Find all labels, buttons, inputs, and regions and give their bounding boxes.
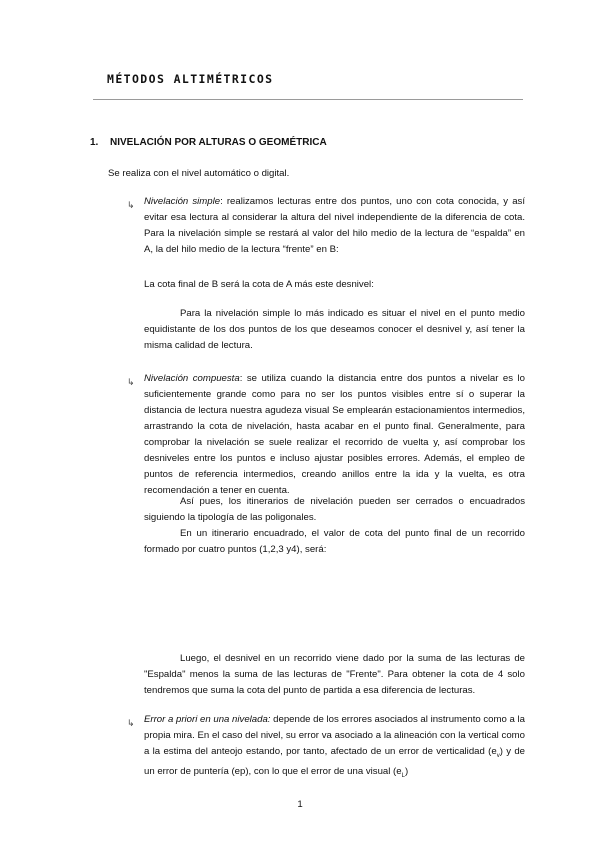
error-a-priori-text-a: depende de los errores asociados al instrumento como a la propia mira. En el caso del nivel, su error va asociado a la alineación con la vertical como a la estima del anteojo estando, por tanto, afectado de un error de verticalidad (e — [144, 714, 525, 757]
itinerarios-paragraph: Así pues, los itinerarios de nivelación pueden ser cerrados o encuadrados siguiendo la tipología de las poligonales. — [144, 496, 525, 523]
nivelacion-compuesta-paragraph — [144, 371, 525, 499]
error-a-priori-paragraph — [144, 712, 525, 784]
error-a-priori-text-c: ) — [404, 765, 409, 777]
nivelacion-compuesta-term: Nivelación compuesta — [144, 373, 240, 384]
bullet-arrow-icon: ↳ — [127, 377, 135, 387]
nivelacion-simple-text: : realizamos lecturas entre dos puntos, uno con cota conocida, y así evitar esa lectura al considerar la altura del nivel independiente de la diferencia de cota. Para la nivelación simple se restará al valor del hilo medio de la lectura de “espalda” en A, la del hilo medio de la lectura “frente” en B: — [144, 196, 525, 255]
nivelacion-simple-paragraph — [144, 194, 525, 258]
recomendacion-paragraph: Para la nivelación simple lo más indicado es situar el nivel en el punto medio equidistante de los dos puntos de los que deseamos conocer el desnivel y, así tener la misma calidad de lectura. — [144, 308, 525, 351]
subscript-l: L — [401, 772, 405, 779]
section-heading — [90, 137, 327, 148]
intro-paragraph: Se realiza con el nivel automático o digital. — [108, 168, 290, 179]
nivelacion-compuesta-text: : se utiliza cuando la distancia entre dos puntos a nivelar es lo suficientemente grande como para no ser los puntos visibles entre sí o superar la distancia de lectura nuestra agudeza visual Se emplearán estacionamientos intermedios, arrastrando la cota de nivelación, hasta acabar en el punto final. Generalmente, para comprobar la nivelación se suele realizar el recorrido de vuelta y, así comprobar los desniveles entre los puntos e incluso ajustar posibles errores. Además, el empleo de puntos de referencia intermedios, creando anillos entre la ida y la vuelta, es otra recomendación a tener en cuenta. — [144, 373, 525, 496]
header-divider — [93, 99, 523, 100]
error-a-priori-text-b: ) y de un error de puntería (ep), con lo que el error de una visual (e — [144, 746, 525, 777]
desnivel-recorrido-paragraph: Luego, el desnivel en un recorrido viene dado por la suma de las lecturas de "Espalda" menos la suma de las lecturas de "Frente". Para obtener la cota de 4 solo tendremos que suma la cota del punto de partida a esa diferencia de lecturas. — [144, 653, 525, 696]
bullet-arrow-icon: ↳ — [127, 718, 135, 728]
page-header-title: MÉTODOS ALTIMÉTRICOS — [107, 72, 274, 86]
error-a-priori-term: Error a priori en una nivelada: — [144, 714, 271, 725]
subscript-v: v — [496, 752, 500, 759]
section-number: 1. — [90, 137, 99, 148]
cota-final-paragraph: La cota final de B será la cota de A más este desnivel: — [144, 279, 374, 290]
section-title: NIVELACIÓN POR ALTURAS O GEOMÉTRICA — [110, 137, 327, 148]
nivelacion-simple-term: Nivelación simple — [144, 196, 221, 207]
bullet-arrow-icon: ↳ — [127, 200, 135, 210]
itinerario-encuadrado-paragraph: En un itinerario encuadrado, el valor de cota del punto final de un recorrido formado por cuatro puntos (1,2,3 y4), será: — [144, 528, 525, 555]
page-number: 1 — [297, 799, 303, 810]
